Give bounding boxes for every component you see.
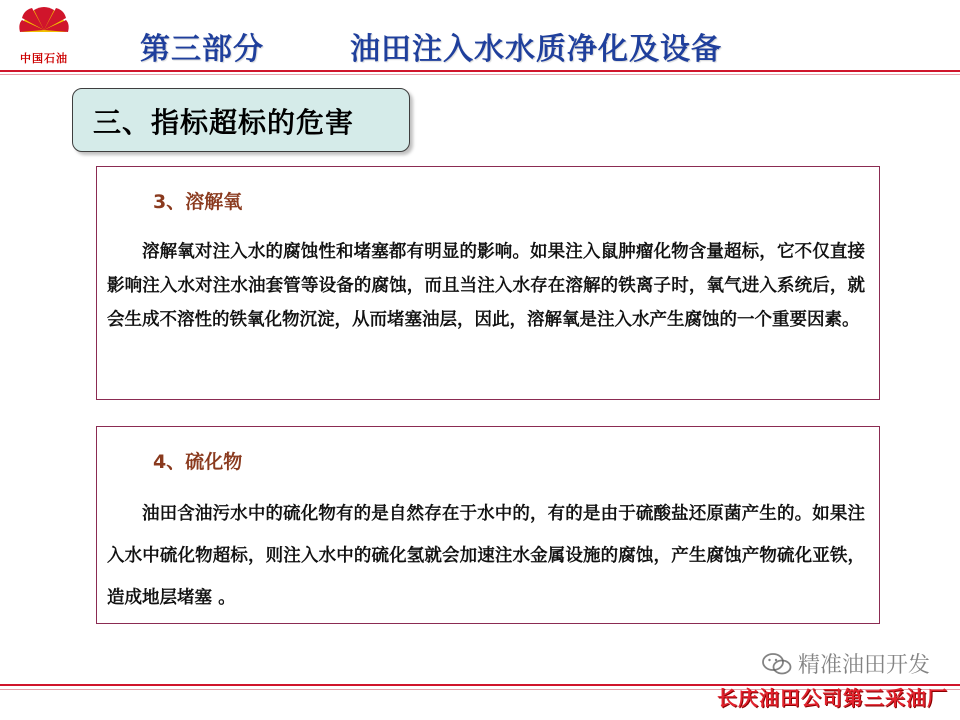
wechat-icon [762,652,792,676]
petrochina-logo-icon [8,2,80,50]
page-header [140,24,760,68]
card-title: 4、硫化物 [153,451,243,473]
watermark [762,648,930,679]
footer-org-name: 长庆油田公司第三采油厂 [717,686,948,710]
card-dissolved-oxygen [96,166,880,400]
petrochina-logo [8,2,80,72]
watermark-text: 精准油田开发 [797,653,930,678]
header-divider-thin [0,74,960,75]
logo-text: 中国石油 [20,52,68,65]
card-sulfide [96,426,880,624]
header-part: 第三部分 [140,32,264,67]
card-body: 溶解氧对注入水的腐蚀性和堵塞都有明显的影响。如果注入鼠肿瘤化物含量超标，它不仅直接影响注入水对注水油套管等设备的腐蚀，而且当注入水存在溶解的铁离子时，氧气进入系统后，就会生成不溶性的铁氧化物沉淀，从而堵塞油层，因此，溶解氧是注入水产生腐蚀的一个重要因素。 [107,242,865,330]
header-title: 油田注入水水质净化及设备 [350,32,722,67]
section-title: 三、指标超标的危害 [93,106,355,139]
header-divider [0,70,960,72]
section-title-box [72,88,410,152]
card-body: 油田含油污水中的硫化物有的是自然存在于水中的，有的是由于硫酸盐还原菌产生的。如果注入水中硫化物超标，则注入水中的硫化氢就会加速注水金属设施的腐蚀，产生腐蚀产物硫化亚铁，造成地层堵塞 。 [107,504,865,608]
card-title: 3、溶解氧 [153,191,243,213]
